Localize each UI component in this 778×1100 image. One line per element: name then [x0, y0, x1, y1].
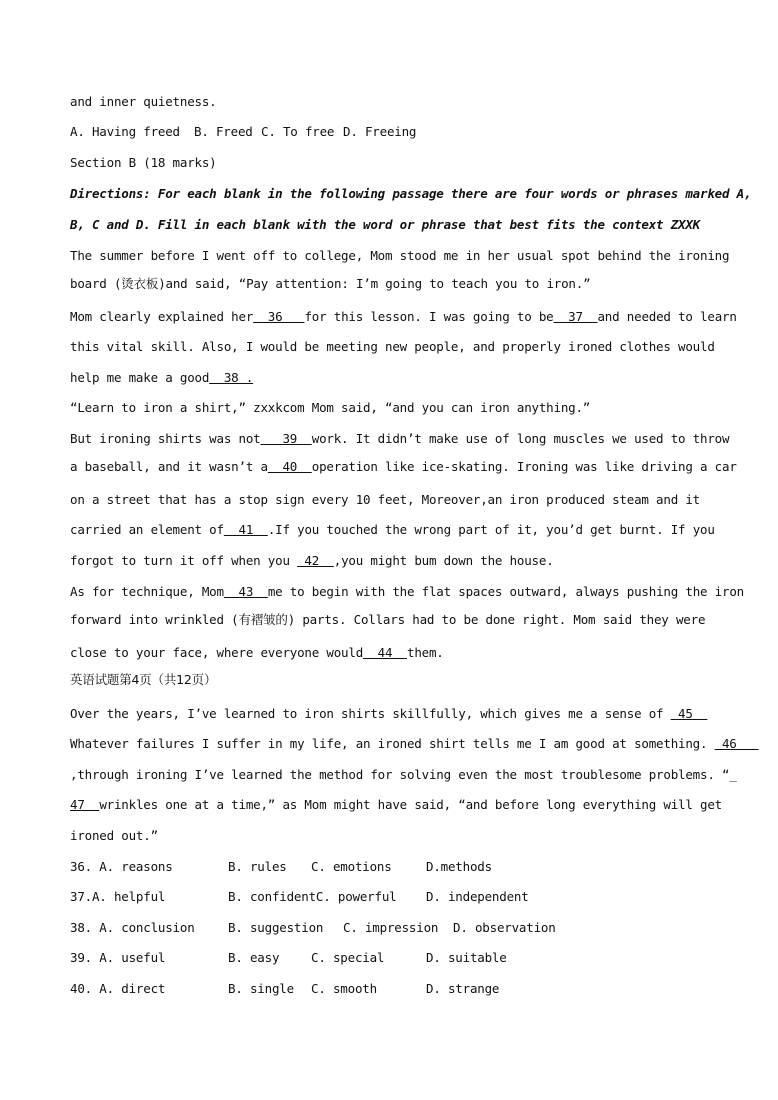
option-row-36: 36. A. reasons	[70, 859, 173, 874]
directions-line-2: B, C and D. Fill in each blank with the word or phrase that best fits the context ZXXK	[70, 217, 701, 232]
blank-46: 46	[714, 736, 759, 751]
passage-line: help me make a good 38 .	[70, 370, 254, 385]
option-row-39: 39. A. useful	[70, 950, 166, 965]
passage-line: close to your face, where everyone would 44 them.	[70, 645, 444, 660]
passage-line: Whatever failures I suffer in my life, an ironed shirt tells me I am good at something. 46	[70, 736, 759, 751]
passage-line: board (烫衣板)and said, “Pay attention: I’m going to teach you to iron.”	[70, 276, 591, 291]
blank-37: 37	[553, 309, 598, 324]
option-b: B. single	[228, 981, 294, 996]
option-b: B. suggestion	[228, 920, 324, 935]
directions-line-1: Directions: For each blank in the following passage there are four words or phrases marked A,	[70, 186, 752, 201]
option-d: D. Freeing	[343, 124, 417, 139]
section-heading: Section B (18 marks)	[70, 155, 217, 170]
passage-line: ,through ironing I’ve learned the method for solving even the most troublesome problems. “_	[70, 767, 737, 782]
option-d: D. strange	[426, 981, 500, 996]
passage-line: “Learn to iron a shirt,” zxxkcom Mom said, “and you can iron anything.”	[70, 400, 591, 415]
passage-line: a baseball, and it wasn’t a 40 operation like ice-skating. Ironing was like driving a car	[70, 459, 737, 474]
passage-line: on a street that has a stop sign every 10 feet, Moreover,an iron produced steam and it	[70, 492, 701, 507]
blank-43: 43	[223, 584, 268, 599]
passage-line: carried an element of 41 .If you touched the wrong part of it, you’d get burnt. If you	[70, 522, 715, 537]
option-row-38: 38. A. conclusion	[70, 920, 195, 935]
option-c: C. To free	[261, 124, 335, 139]
passage-line: 47 wrinkles one at a time,” as Mom might have said, “and before long everything will get	[70, 797, 722, 812]
blank-39: 39	[260, 431, 312, 446]
option-row-40: 40. A. direct	[70, 981, 166, 996]
option-d: D. suitable	[426, 950, 507, 965]
passage-line: Mom clearly explained her 36 for this lesson. I was going to be 37 and needed to learn	[70, 309, 737, 324]
blank-38: 38 .	[209, 370, 254, 385]
passage-line: forward into wrinkled (有褶皱的) parts. Collars had to be done right. Mom said they were	[70, 612, 706, 627]
option-c: C. smooth	[311, 981, 377, 996]
passage-line: Over the years, I’ve learned to iron shirts skillfully, which gives me a sense of 45	[70, 706, 708, 721]
blank-44: 44	[363, 645, 407, 660]
passage-line: ironed out.”	[70, 828, 158, 843]
option-c: C. special	[311, 950, 385, 965]
passage-line: But ironing shirts was not 39 work. It didn’t make use of long muscles we used to throw	[70, 431, 730, 446]
option-b: B. rules	[228, 859, 287, 874]
blank-40: 40	[267, 459, 312, 474]
option-row-37: 37.A. helpful	[70, 889, 166, 904]
option-b: B. confidentC. powerful	[228, 889, 397, 904]
option-b: B. easy	[228, 950, 280, 965]
option-c: C. emotions	[311, 859, 392, 874]
passage-line: As for technique, Mom 43 me to begin with the flat spaces outward, always pushing the iron	[70, 584, 744, 599]
blank-36: 36	[253, 309, 305, 324]
option-d: D. independent	[426, 889, 529, 904]
blank-47: 47	[70, 797, 100, 812]
passage-line: forgot to turn it off when you 42 ,you might bum down the house.	[70, 553, 554, 568]
option-c: C. impression	[343, 920, 439, 935]
blank-41: 41	[223, 522, 268, 537]
text-line: and inner quietness.	[70, 94, 217, 109]
option-b: B. Freed	[194, 124, 253, 139]
blank-42: 42	[297, 553, 334, 568]
passage-line: this vital skill. Also, I would be meeting new people, and properly ironed clothes would	[70, 339, 715, 354]
option-d: D. observation	[453, 920, 556, 935]
option-d: D.methods	[426, 859, 492, 874]
passage-line: The summer before I went off to college, Mom stood me in her usual spot behind the ironing	[70, 248, 730, 263]
blank-45: 45	[670, 706, 708, 721]
option-a: A. Having freed	[70, 124, 180, 139]
page-number-note: 英语试题第4页（共12页）	[70, 672, 217, 687]
blank-47-mark: _	[729, 767, 737, 782]
